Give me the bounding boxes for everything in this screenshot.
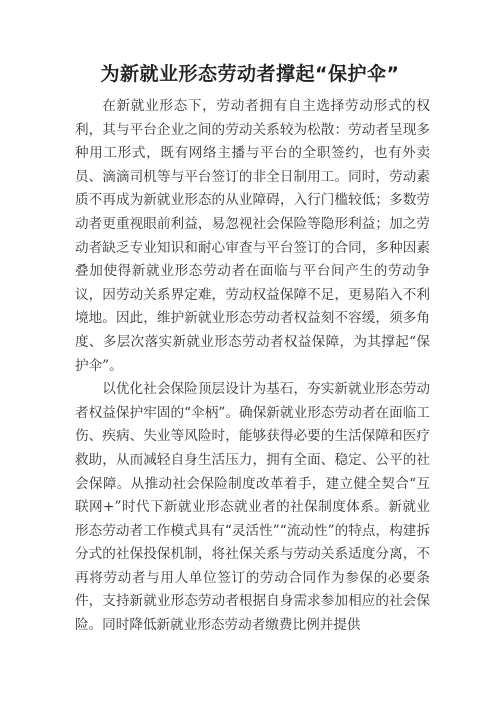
paragraph-1: 在新就业形态下，劳动者拥有自主选择劳动形式的权利，其与平台企业之间的劳动关系较为松散：劳动者呈现多种用工形式，既有网络主播与平台的全职签约，也有外卖员、滴滴司机等与平台签订的非全日制用工。同时，劳动素质不再成为新就业形态的从业障碍，入行门槛较低；多数劳动者更重视眼前利益，易忽视社会保险等隐形利益；加之劳动者缺乏专业知识和耐心审查与平台签订的合同，多种因素叠加使得新就业形态劳动者在面临与平台间产生的劳动争议，因劳动关系界定难，劳动权益保障不足，更易陷入不利境地。因此，维护新就业形态劳动者权益刻不容缓，须多角度、多层次落实新就业形态劳动者权益保障，为其撑起“保护伞”。 <box>75 98 430 374</box>
document-body <box>75 95 430 638</box>
document-title: 为新就业形态劳动者撑起“保护伞” <box>100 63 400 85</box>
paragraph-2: 以优化社会保险顶层设计为基石，夯实新就业形态劳动者权益保护牢固的“伞柄”。确保新就业形态劳动者在面临工伤、疾病、失业等风险时，能够获得必要的生活保障和医疗救助，从而减轻自身生活压力，拥有全面、稳定、公平的社会保障。从推动社会保险制度改革着手，建立健全契合“互联网+”时代下新就业形态就业者的社保制度体系。新就业形态劳动者工作模式具有“灵活性”“流动性”的特点，构建拆分式的社保投保机制，将社保关系与劳动关系适度分离，不再将劳动者与用人单位签订的劳动合同作为参保的必要条件，支持新就业形态劳动者根据自身需求参加相应的社会保险。同时降低新就业形态劳动者缴费比例并提供 <box>75 381 430 634</box>
